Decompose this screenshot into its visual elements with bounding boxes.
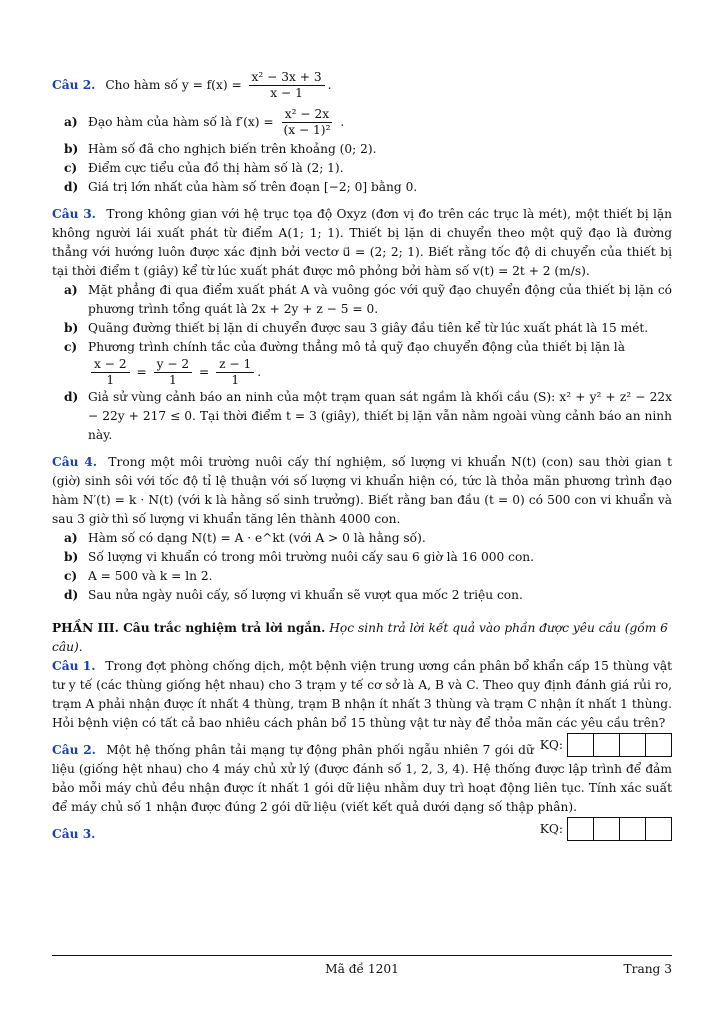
question-2: Câu 2. Cho hàm số y = f(x) = $\frac{\text{x² − 3x + 3}}{x - 1}$ . a) Đạo hàm của hàm số là f′(x) = $\frac{\text{x² − 2x}}{\text{(x − 1)²}}$ . b) Hàm số đã cho nghịch biến trên khoảng (0; 2). c) Điểm cực tiểu của đồ thị hàm số là (2; 1). d) Giá trị lớn nhất của hàm số trên đoạn [−2; 0] bằng 0. (52, 66, 672, 197)
answer-text: Quãng đường thiết bị lặn di chuyển được sau 3 giây đầu tiên kể từ lúc xuất phát là 15 mét. (88, 321, 649, 335)
answer-item-d (64, 178, 672, 197)
question-label: Câu 2. (52, 743, 96, 757)
fraction-numerator: y − 2 (154, 357, 193, 373)
answer-label: d) (64, 390, 79, 404)
fraction-numerator: z − 1 (216, 357, 254, 373)
answer-box-group (540, 817, 672, 841)
question-text: Một hệ thống phân tải mạng tự động phân phối ngẫu nhiên 7 gói dữ liệu (giống hệt nhau) cho 4 máy chủ xử lý (được đánh số 1, 2, 3, 4). Hệ thống được lập trình để đảm bảo mỗi máy chủ đều nhận được ít nhất 1 gói dữ liệu nhằm duy trì hoạt động liên tục. Tính xác suất để máy chủ số 1 nhận được đúng 2 gói dữ liệu (viết kết quả dưới dạng số thập phân). (52, 743, 672, 814)
fraction-denominator: 1 (168, 373, 177, 387)
fraction-denominator: 1 (231, 373, 240, 387)
question-label: Câu 3. (52, 827, 96, 841)
kq-label: KQ: (539, 821, 563, 836)
answer-label: a) (64, 531, 78, 545)
question-stem: Cho hàm số y = f(x) = (105, 78, 242, 92)
answer-box[interactable] (620, 817, 646, 841)
question-3 (52, 205, 672, 445)
fraction-denominator: (x − 1)² (283, 123, 331, 137)
answer-fraction (280, 107, 333, 138)
question-4 (52, 453, 672, 605)
answer-label: c) (64, 161, 78, 175)
answer-box[interactable] (567, 817, 594, 841)
answer-item-b (64, 548, 672, 567)
answer-item-a (64, 281, 672, 319)
answer-text: Giả sử vùng cảnh báo an ninh của một trạm quan sát ngầm là khối cầu (S): x² + y² + z² − 22x − 22y + 217 ≤ 0. Tại thời điểm t = 3 (giây), thiết bị lặn vẫn nằm ngoài vùng cảnh báo an ninh này. (88, 390, 672, 442)
footer-divider (52, 955, 672, 956)
exam-code: Mã đề 1201 (325, 962, 399, 976)
fraction-numerator: x − 2 (91, 357, 130, 373)
question-stem: Trong không gian với hệ trục tọa độ Oxyz (đơn vị đo trên các trục là mét), một thiết bị lặn không người lái xuất phát từ điểm A(1; 1; 1). Thiết bị lặn di chuyển theo một quỹ đạo là đường thẳng với hướng luôn được xác định bởi vectơ u⃗ = (2; 2; 1). Biết rằng tốc độ di chuyển của thiết bị tại thời điểm t (giây) kể từ lúc xuất phát được mô phỏng bởi hàm số v(t) = 2t + 2 (m/s). (52, 207, 672, 278)
line-fraction-y (154, 357, 193, 388)
answer-item-d (64, 388, 672, 445)
answer-item-b (64, 319, 672, 338)
exam-page (52, 66, 672, 852)
answer-label: b) (64, 142, 79, 156)
answer-label: a) (64, 283, 78, 297)
kq-label: KQ: (539, 737, 563, 752)
answer-item-c (64, 567, 672, 586)
answer-label: c) (64, 340, 78, 354)
fraction-denominator: x − 1 (270, 86, 303, 100)
answer-text: Số lượng vi khuẩn có trong môi trường nuôi cấy sau 6 giờ là 16 000 con. (88, 550, 535, 564)
answer-text: Sau nửa ngày nuôi cấy, số lượng vi khuẩn sẽ vượt qua mốc 2 triệu con. (88, 588, 523, 602)
answer-box[interactable] (646, 817, 672, 841)
section-title: PHẦN III. Câu trắc nghiệm trả lời ngắn. (52, 621, 326, 635)
answer-text: Hàm số có dạng N(t) = A · e^kt (với A > 0 là hằng số). (88, 531, 426, 545)
answer-text: Điểm cực tiểu của đồ thị hàm số là (2; 1). (88, 161, 344, 175)
answer-item-b (64, 140, 672, 159)
answer-text: Đạo hàm của hàm số là f′(x) = (88, 115, 274, 129)
answer-item-c (64, 159, 672, 178)
answer-text: Hàm số đã cho nghịch biến trên khoảng (0; 2). (88, 142, 377, 156)
section-subtitle: Học sinh trả lời kết quả vào phần được yêu cầu (gồm 6 câu). (52, 621, 668, 654)
answer-box[interactable] (594, 733, 620, 757)
question-label: Câu 1. (52, 659, 96, 673)
answer-label: c) (64, 569, 78, 583)
fraction-numerator: x² − 2x (282, 107, 332, 123)
answer-list (52, 104, 672, 197)
answer-text: Mặt phẳng đi qua điểm xuất phát A và vuông góc với quỹ đạo chuyển động của thiết bị lặn có phương trình tổng quát là 2x + 2y + z − 5 = 0. (88, 283, 672, 316)
answer-item-a (64, 529, 672, 548)
fraction-denominator: 1 (106, 373, 115, 387)
line-fraction-x (91, 357, 130, 388)
answer-label: a) (64, 115, 78, 129)
answer-box[interactable] (567, 733, 594, 757)
answer-item-a (64, 104, 672, 140)
answer-text: Giá trị lớn nhất của hàm số trên đoạn [−2; 0] bằng 0. (88, 180, 418, 194)
answer-punct: . (340, 115, 345, 129)
answer-box-group (540, 733, 672, 757)
answer-label: b) (64, 321, 79, 335)
page-number: Trang 3 (623, 962, 672, 976)
question-stem: Trong một môi trường nuôi cấy thí nghiệm, số lượng vi khuẩn N(t) (con) sau thời gian t (giờ) sinh sôi với tốc độ tỉ lệ thuận với số lượng vi khuẩn hiện có, tức là thỏa mãn phương trình đạo hàm N′(t) = k · N(t) (với k là hằng số sinh trưởng). Biết rằng ban đầu (t = 0) có 500 con vi khuẩn và sau 3 giờ thì số lượng vi khuẩn tăng lên thành 4000 con. (52, 455, 672, 526)
answer-box[interactable] (620, 733, 646, 757)
part-3-header (52, 619, 672, 657)
answer-list (52, 281, 672, 445)
answer-text: Phương trình chính tắc của đường thẳng mô tả quỹ đạo chuyển động của thiết bị lặn là (88, 340, 625, 354)
question-text: Trong đợt phòng chống dịch, một bệnh viện trung ương cần phân bổ khẩn cấp 15 thùng vật tư y tế (các thùng giống hệt nhau) cho 3 trạm y tế cơ sở là A, B và C. Theo quy định đánh giá rủi ro, trạm A phải nhận được ít nhất 4 thùng, trạm B nhận ít nhất 3 thùng và trạm C nhận ít nhất 1 thùng. Hỏi bệnh viện có tất cả bao nhiêu cách phân bổ 15 thùng vật tư này để thỏa mãn các yêu cầu trên? (52, 659, 672, 730)
answer-label: b) (64, 550, 79, 564)
question-label: Câu 4. (52, 455, 97, 469)
answer-label: d) (64, 180, 79, 194)
answer-box[interactable] (646, 733, 672, 757)
answer-item-c: c) Phương trình chính tắc của đường thẳng mô tả quỹ đạo chuyển động của thiết bị lặn là $\frac{x - 2}{1}$ = $\frac{y - 2}{1}$ = $\frac{z - 1}{1}$ . (64, 340, 625, 387)
fraction-numerator: x² − 3x + 3 (249, 70, 325, 86)
line-fraction-z (216, 357, 254, 388)
answer-box[interactable] (594, 817, 620, 841)
stem-fraction (249, 70, 325, 101)
answer-label: d) (64, 588, 79, 602)
answer-text: A = 500 và k = ln 2. (88, 569, 213, 583)
question-label: Câu 2. (52, 78, 96, 92)
question-label: Câu 3. (52, 207, 96, 221)
answer-list (52, 529, 672, 605)
answer-item-d (64, 586, 672, 605)
